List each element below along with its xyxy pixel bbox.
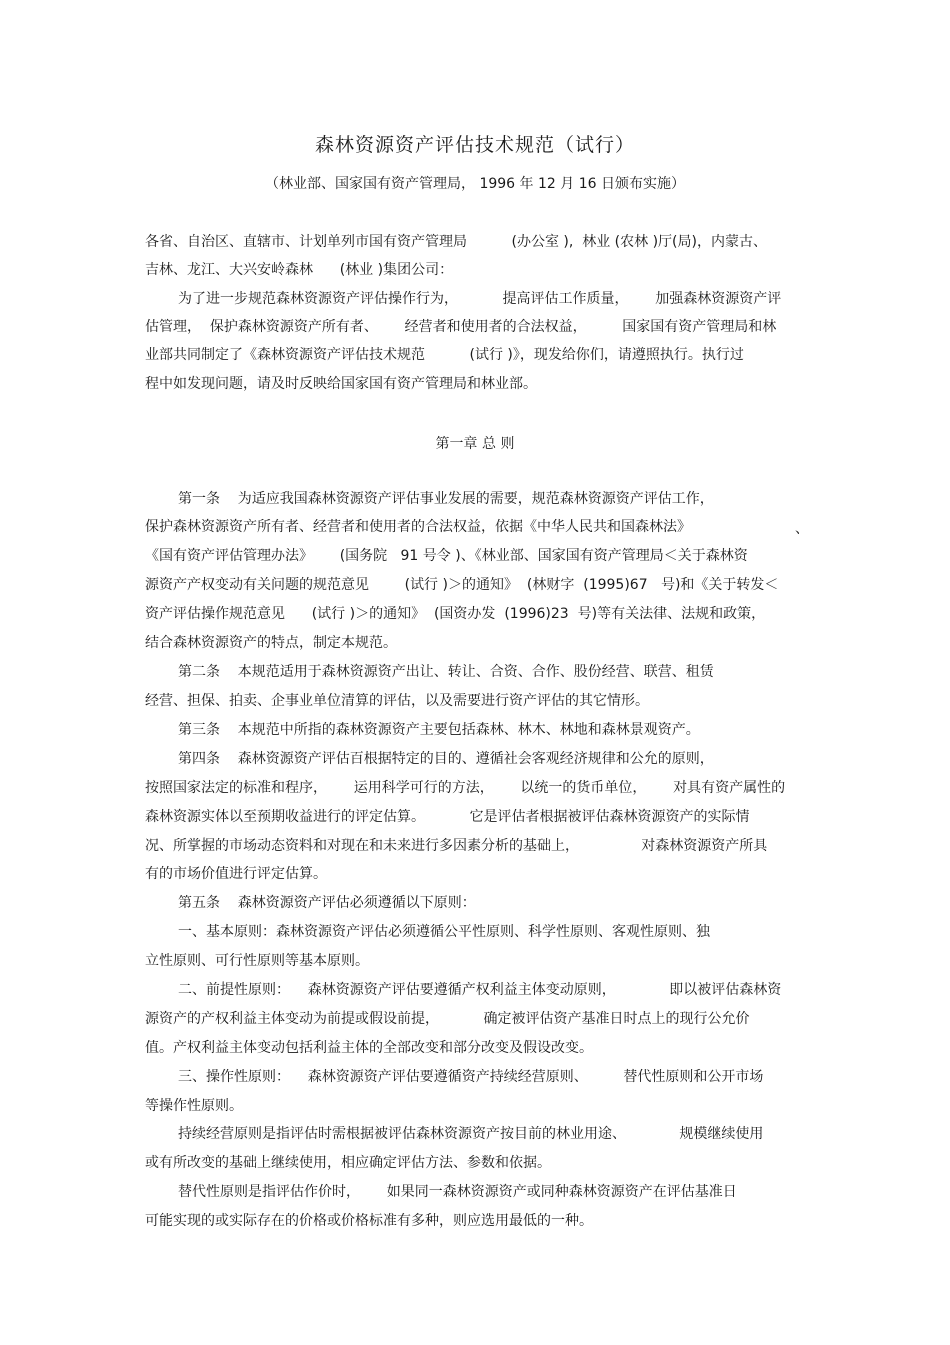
- text-line: 值。产权利益主体变动包括利益主体的全部改变和部分改变及假设改变。: [145, 1040, 593, 1056]
- text-line: 或有所改变的基础上继续使用，相应确定评估方法、参数和依据。: [145, 1155, 551, 1171]
- text-line: 吉林、龙江、大兴安岭森林 (林业 )集团公司：: [145, 262, 454, 278]
- text-line: 程中如发现问题，请及时反映给国家国有资产管理局和林业部。: [145, 376, 537, 392]
- text-line: 一、基本原则：森林资源资产评估必须遵循公平性原则、科学性原则、客观性原则、独: [178, 924, 710, 940]
- doc-title: 森林资源资产评估技术规范（试行）: [314, 134, 635, 156]
- text-line: 第二条 本规范适用于森林资源资产出让、转让、合资、合作、股份经营、联营、租赁: [178, 664, 714, 680]
- text-line: 源资产产权变动有关问题的规范意见 (试行 )＞的通知》 (林财字 (1995)67 号)和《关于转发＜: [145, 577, 779, 593]
- text-line: 第五条 森林资源资产评估必须遵循以下原则：: [178, 895, 476, 911]
- text-line: 业部共同制定了《森林资源资产评估技术规范 (试行 )》，现发给你们，请遵照执行。执行过: [145, 347, 744, 363]
- text-line: 第三条 本规范中所指的森林资源资产主要包括森林、林木、林地和森林景观资产。: [178, 722, 700, 738]
- text-line: 估管理， 保护森林资源资产所有者、 经营者和使用者的合法权益， 国家国有资产管理局和林: [145, 319, 777, 335]
- text-line: 有的市场价值进行评定估算。: [145, 866, 327, 882]
- chapter-heading: 第一章 总 则: [435, 436, 515, 452]
- text-line: 况、所掌握的市场动态资料和对现在和未来进行多因素分析的基础上， 对森林资源资产所具: [145, 838, 768, 854]
- text-line: 源资产的产权利益主体变动为前提或假设前提， 确定被评估资产基准日时点上的现行公允价: [145, 1011, 750, 1027]
- text-line: 各省、自治区、直辖市、计划单列市国有资产管理局 (办公室 ), 林业 (农林 )厅(局)，内蒙古、: [145, 234, 767, 250]
- text-line: 等操作性原则。: [145, 1098, 243, 1114]
- doc-subtitle: （林业部、国家国有资产管理局， 1996 年 12 月 16 日颁布实施）: [265, 176, 685, 192]
- text-line: 第一条 为适应我国森林资源资产评估事业发展的需要，规范森林资源资产评估工作，: [178, 491, 714, 507]
- text-line: 持续经营原则是指评估时需根据被评估森林资源资产按目前的林业用途、 规模继续使用: [178, 1126, 764, 1142]
- text-line: 二、前提性原则： 森林资源资产评估要遵循产权利益主体变动原则， 即以被评估森林资: [178, 982, 782, 998]
- text-line: 可能实现的或实际存在的价格或价格标准有多种，则应选用最低的一种。: [145, 1213, 593, 1229]
- text-line: 资产评估操作规范意见 (试行 )＞的通知》 (国资办发 (1996)23 号)等有关法律、法规和政策，: [145, 606, 766, 622]
- text-line: 森林资源实体以至预期收益进行的评定估算。 它是评估者根据被评估森林资源资产的实际情: [145, 809, 750, 825]
- trailing-punctuation: 、: [795, 521, 809, 537]
- text-line: 保护森林资源资产所有者、经营者和使用者的合法权益，依据《中华人民共和国森林法》: [145, 519, 691, 535]
- text-line: 结合森林资源资产的特点，制定本规范。: [145, 635, 397, 651]
- text-line: 《国有资产评估管理办法》 (国务院 91 号令 )、《林业部、国家国有资产管理局＜关于森林资: [145, 548, 748, 564]
- text-line: 替代性原则是指评估作价时， 如果同一森林资源资产或同种森林资源资产在评估基准日: [178, 1184, 737, 1200]
- text-line: 按照国家法定的标准和程序， 运用科学可行的方法， 以统一的货币单位， 对具有资产属性的: [145, 780, 786, 796]
- text-line: 立性原则、可行性原则等基本原则。: [145, 953, 369, 969]
- text-line: 三、操作性原则： 森林资源资产评估要遵循资产持续经营原则、 替代性原则和公开市场: [178, 1069, 764, 1085]
- text-line: 为了进一步规范森林资源资产评估操作行为， 提高评估工作质量， 加强森林资源资产评: [178, 291, 782, 307]
- text-line: 第四条 森林资源资产评估百根据特定的目的、遵循社会客观经济规律和公允的原则，: [178, 751, 714, 767]
- text-line: 经营、担保、拍卖、企事业单位清算的评估，以及需要进行资产评估的其它情形。: [145, 693, 649, 709]
